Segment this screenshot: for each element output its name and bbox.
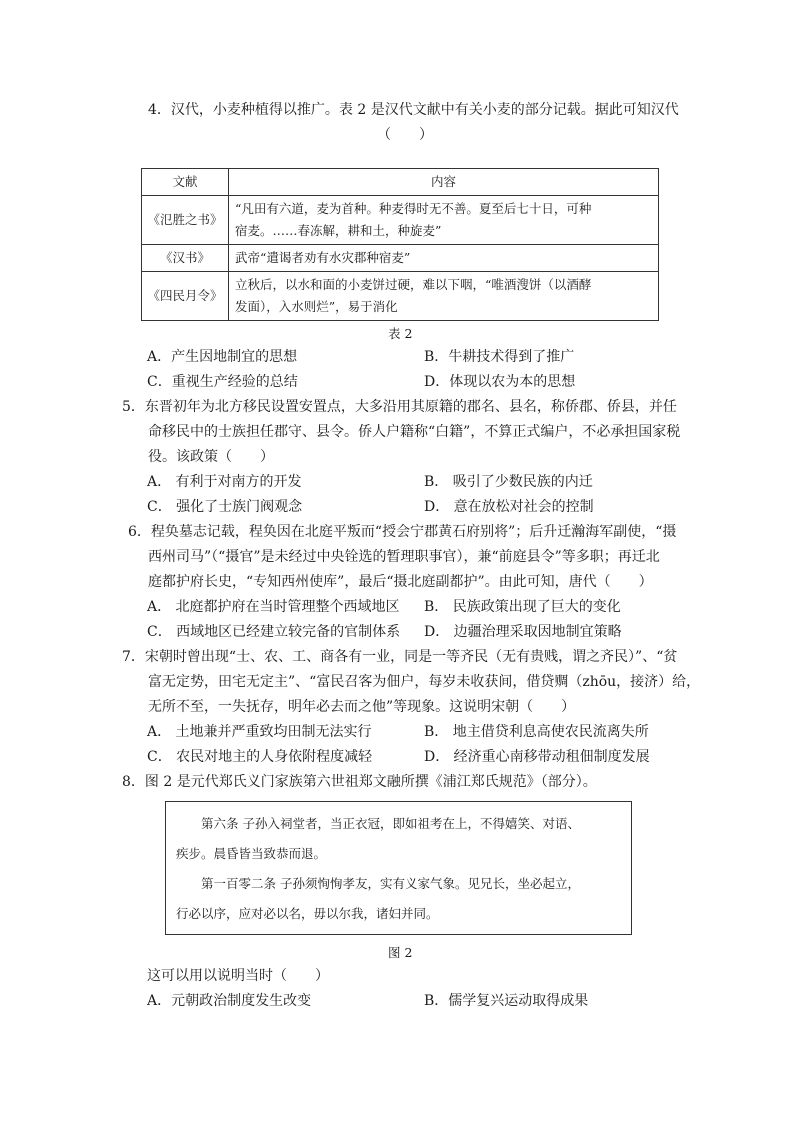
q6-line: 6．程奂墓志记载，程奂因在北庭平叛而“授会宁郡黄石府别将”；后升迁瀚海军副使，“摄 [128,524,677,540]
table-cell-line: 武帝“遣谒者劝有水灾郡种宿麦” [235,250,411,265]
table-cell-content [229,272,659,321]
q8-question: 这可以用以说明当时（ ） [147,968,329,984]
q7-line: 无所不至，一失抚存，明年必去而之他”等现象。这说明宋朝（ ） [148,699,576,715]
q7-option-a[interactable]: A． 土地兼并严重致均田制无法实行 [147,724,372,740]
q4-table-caption: 表 2 [388,326,413,341]
q8-excerpt-line: 第六条 子孙入祠堂者，当正衣冠，即如祖考在上，不得嬉笑、对语、 [201,816,580,831]
q8-option-a[interactable]: A．元朝政治制度发生改变 [147,993,312,1009]
table-cell-line: 宿麦。……春冻解，耕和土，种旋麦” [235,223,442,238]
q5-line: 5．东晋初年为北方移民设置安置点，大多沿用其原籍的郡名、县名，称侨郡、侨县，并任 [122,399,677,415]
table-header-content: 内容 [229,169,659,196]
table-row [142,272,659,321]
table-cell-line: 立秋后，以水和面的小麦饼过硬，难以下咽，“唯酒溲饼（以酒酵 [235,277,592,292]
q6-option-d[interactable]: D． 边疆治理采取因地制宜策略 [424,624,622,640]
q4-option-d[interactable]: D．体现以农为本的思想 [424,374,576,390]
q8-excerpt-line: 第一百零二条 子孙须恂恂孝友，实有义家气象。见兄长，坐必起立， [201,876,580,891]
q7-option-c[interactable]: C． 农民对地主的人身依附程度减轻 [147,749,373,765]
q5-option-a[interactable]: A． 有利于对南方的开发 [147,474,302,490]
table-cell-content [229,196,659,245]
q8-excerpt-line: 疾步。晨昏皆当致恭而退。 [176,846,327,861]
q6-option-c[interactable]: C． 西域地区已经建立较完备的官制体系 [147,624,401,640]
q5-line: 命移民中的士族担任郡守、县令。侨人户籍称“白籍”，不算正式编户，不必承担国家税 [148,424,681,440]
q7-line: 富无定势，田宅无定主”、“富民召客为佃户，每岁未收获间，借贷赒（zhōu，接济）给， [148,674,701,690]
q4-option-c[interactable]: C．重视生产经验的总结 [147,374,298,390]
q8-figure-caption: 图 2 [388,945,413,960]
q4-option-a[interactable]: A．产生因地制宜的思想 [147,349,298,365]
q8-stem: 8．图 2 是元代郑氏义门家族第六世祖郑文融所撰《浦江郑氏规范》（部分）。 [122,774,597,790]
q7-option-b[interactable]: B． 地主借贷利息高使农民流离失所 [424,724,649,740]
table-cell-source: 《氾胜之书》 [142,196,229,245]
table-row [142,196,659,245]
q5-line: 役。该政策（ ） [148,449,274,465]
q5-option-d[interactable]: D． 意在放松对社会的控制 [424,499,594,515]
q4-answer-paren: （ ） [377,127,433,143]
q8-excerpt-box [165,801,632,935]
table-cell-line: 发面），入水则烂”，易于消化 [235,299,398,314]
q6-option-a[interactable]: A． 北庭都护府在当时管理整个西域地区 [147,599,400,615]
q7-option-d[interactable]: D． 经济重心南移带动租佃制度发展 [424,749,650,765]
q8-excerpt-line: 行必以序，应对必以名，毋以尔我，诸妇并同。 [176,906,439,921]
table-header-row [142,169,659,196]
table-cell-line: “凡田有六道，麦为首种。种麦得时无不善。夏至后七十日，可种 [235,201,592,216]
q4-stem: 4．汉代，小麦种植得以推广。表 2 是汉代文献中有关小麦的部分记载。据此可知汉代 [148,102,679,118]
q7-line: 7．宋朝时曾出现“士、农、工、商各有一业，同是一等齐民（无有贵贱，谓之齐民）”、“贫 [122,649,678,665]
q5-option-c[interactable]: C． 强化了士族门阀观念 [147,499,303,515]
q6-line: 西州司马”（“摄官”是未经过中央铨选的暂理职事官），兼“前庭县令”等多职；再迁北 [148,549,660,565]
table-row [142,245,659,272]
table-header-source: 文献 [142,169,229,196]
q8-option-b[interactable]: B．儒学复兴运动取得成果 [424,993,589,1009]
q4-option-b[interactable]: B．牛耕技术得到了推广 [424,349,575,365]
table-cell-source: 《汉书》 [142,245,229,272]
table-cell-content [229,245,659,272]
q6-option-b[interactable]: B． 民族政策出现了巨大的变化 [424,599,621,615]
q5-option-b[interactable]: B． 吸引了少数民族的内迁 [424,474,593,490]
table-cell-source: 《四民月令》 [142,272,229,321]
q6-line: 庭都护府长史，“专知西州使库”，最后“摄北庭副都护”。由此可知，唐代（ ） [148,574,653,590]
q4-table [141,168,659,321]
